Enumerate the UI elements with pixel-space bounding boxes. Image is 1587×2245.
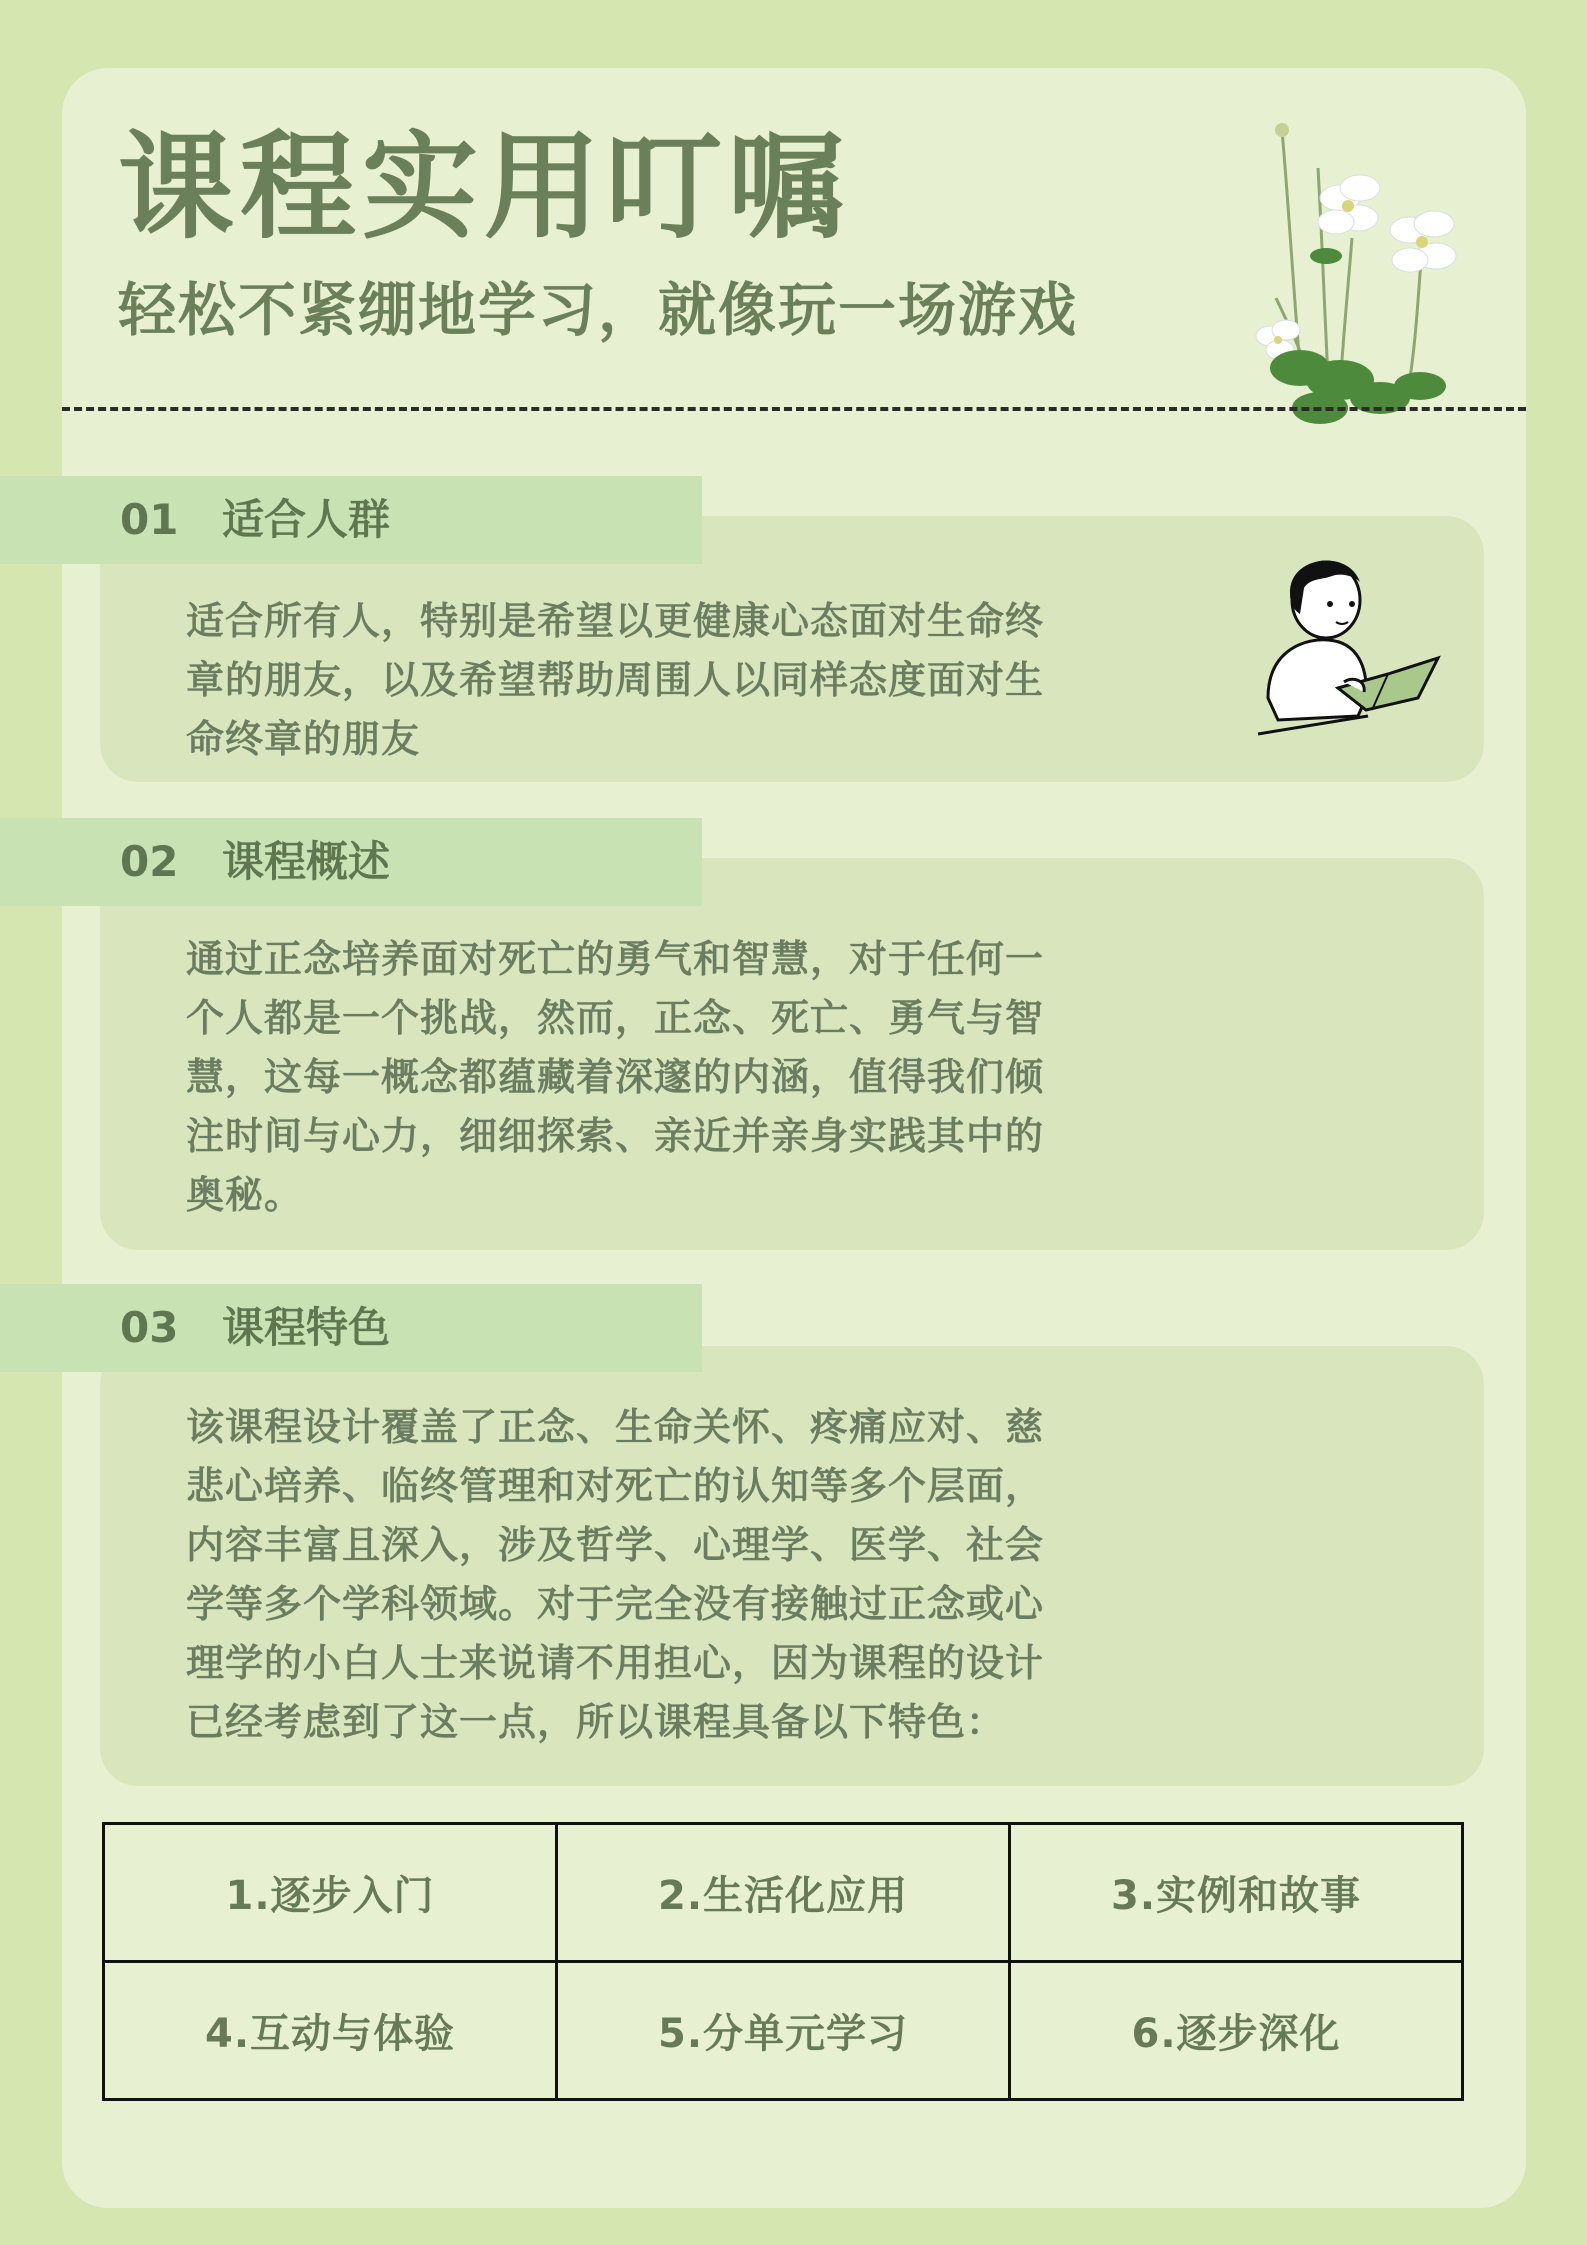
section-number: 01 bbox=[120, 495, 179, 544]
table-row bbox=[104, 1824, 1463, 1962]
text-line: 命终章的朋友 bbox=[186, 717, 421, 761]
section-number: 02 bbox=[120, 837, 179, 886]
flower-illustration bbox=[1240, 118, 1480, 438]
text-line: 悲心培养、临终管理和对死亡的认知等多个层面， bbox=[186, 1464, 1045, 1508]
feature-cell: 4.互动与体验 bbox=[104, 1962, 557, 2100]
text-line: 学等多个学科领域。对于完全没有接触过正念或心 bbox=[186, 1582, 1045, 1626]
section-heading: 适合人群 bbox=[222, 495, 391, 544]
page-title: 课程实用叮嘱 bbox=[118, 120, 850, 255]
features-table bbox=[102, 1822, 1464, 2101]
feature-cell: 2.生活化应用 bbox=[557, 1824, 1010, 1962]
feature-cell: 5.分单元学习 bbox=[557, 1962, 1010, 2100]
text-line: 理学的小白人士来说请不用担心，因为课程的设计 bbox=[186, 1641, 1045, 1685]
section-band-features bbox=[0, 1284, 702, 1372]
section-band-audience bbox=[0, 476, 702, 564]
section-heading: 课程概述 bbox=[222, 837, 391, 886]
feature-cell: 6.逐步深化 bbox=[1010, 1962, 1463, 2100]
section-number: 03 bbox=[120, 1303, 179, 1352]
section-heading: 课程特色 bbox=[222, 1303, 391, 1352]
text-line: 内容丰富且深入，涉及哲学、心理学、医学、社会 bbox=[186, 1523, 1045, 1567]
section-band-overview bbox=[0, 818, 702, 906]
text-line: 奥秘。 bbox=[186, 1173, 304, 1217]
reading-person-illustration bbox=[1248, 548, 1448, 740]
table-row bbox=[104, 1962, 1463, 2100]
text-line: 已经考虑到了这一点，所以课程具备以下特色： bbox=[186, 1700, 1006, 1744]
text-line: 适合所有人，特别是希望以更健康心态面对生命终 bbox=[186, 599, 1045, 643]
page-subtitle: 轻松不紧绷地学习，就像玩一场游戏 bbox=[118, 276, 1079, 344]
section-text-overview bbox=[186, 930, 1146, 1225]
section-text-features bbox=[186, 1398, 1146, 1752]
text-line: 该课程设计覆盖了正念、生命关怀、疼痛应对、慈 bbox=[186, 1405, 1045, 1449]
section-text-audience bbox=[186, 592, 1146, 769]
text-line: 个人都是一个挑战，然而，正念、死亡、勇气与智 bbox=[186, 996, 1045, 1040]
text-line: 慧，这每一概念都蕴藏着深邃的内涵，值得我们倾 bbox=[186, 1055, 1045, 1099]
text-line: 通过正念培养面对死亡的勇气和智慧，对于任何一 bbox=[186, 937, 1045, 981]
feature-cell: 3.实例和故事 bbox=[1010, 1824, 1463, 1962]
dashed-divider bbox=[62, 407, 1526, 411]
text-line: 章的朋友，以及希望帮助周围人以同样态度面对生 bbox=[186, 658, 1045, 702]
text-line: 注时间与心力，细细探索、亲近并亲身实践其中的 bbox=[186, 1114, 1045, 1158]
feature-cell: 1.逐步入门 bbox=[104, 1824, 557, 1962]
